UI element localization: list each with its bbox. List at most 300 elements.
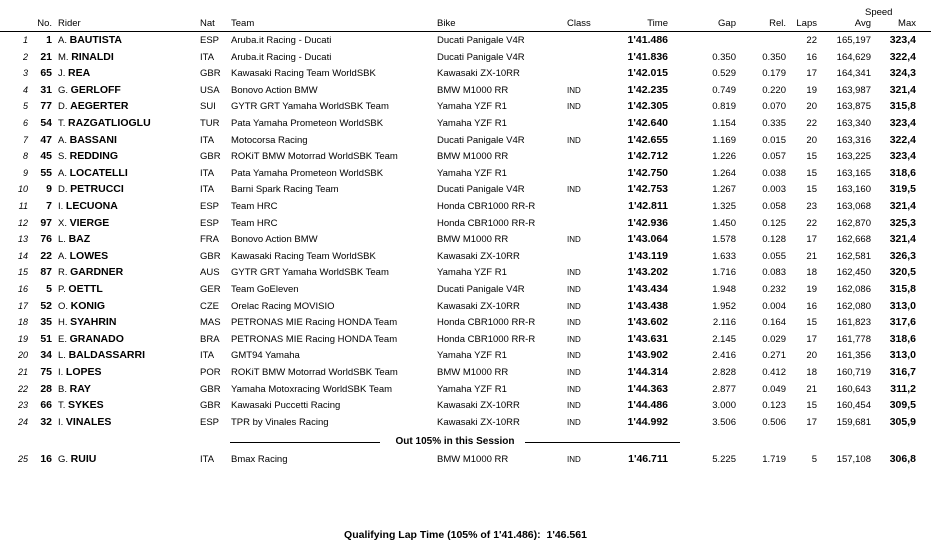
- position: 16: [17, 284, 28, 294]
- rider-name: [58, 333, 124, 345]
- max-speed: 323,4: [889, 34, 916, 46]
- team-name: Yamaha Motoxracing WorldSBK Team: [231, 383, 393, 395]
- gap: 0.749: [712, 84, 736, 96]
- team-name: Kawasaki Racing Team WorldSBK: [231, 250, 376, 262]
- lap-time: 1'44.314: [627, 366, 668, 378]
- gap: 1.226: [712, 151, 736, 163]
- rider-number: 75: [40, 366, 52, 378]
- rider-name: [58, 283, 103, 295]
- nationality: BRA: [200, 333, 220, 345]
- lap-time: 1'42.235: [627, 83, 668, 96]
- rider-name: [58, 84, 121, 96]
- lap-time: 1'43.631: [627, 332, 668, 345]
- table-row: [0, 299, 931, 316]
- class: IND: [567, 455, 581, 464]
- gap: 2.828: [712, 367, 736, 378]
- avg-speed: 160,719: [836, 367, 871, 378]
- relative-gap: 0.055: [762, 250, 786, 262]
- max-speed: 320,5: [889, 266, 916, 279]
- nationality: ITA: [200, 51, 215, 63]
- lap-time: 1'43.434: [627, 283, 668, 295]
- bike-model: BMW M1000 RR: [437, 84, 509, 96]
- rider-initial: A.: [58, 250, 67, 262]
- rider-number: 35: [40, 316, 52, 329]
- rider-surname: SYAHRIN: [70, 316, 117, 329]
- relative-gap: 0.412: [762, 367, 786, 378]
- lap-time: 1'43.602: [627, 316, 668, 329]
- rider-name: [58, 51, 114, 63]
- table-row: [0, 232, 931, 249]
- nationality: FRA: [200, 234, 219, 246]
- avg-speed: 161,823: [836, 317, 871, 329]
- relative-gap: 0.164: [762, 317, 786, 329]
- team-name: Bonovo Action BMW: [231, 84, 318, 96]
- rider-name: [58, 100, 128, 112]
- header-avg: Avg: [854, 18, 871, 29]
- rider-number: 31: [40, 83, 52, 96]
- team-name: ROKiT BMW Motorrad WorldSBK Team: [231, 367, 398, 378]
- bike-model: BMW M1000 RR: [437, 151, 509, 163]
- header-max: Max: [898, 18, 916, 29]
- relative-gap: 1.719: [762, 454, 786, 465]
- table-row: [0, 50, 931, 67]
- team-name: Motocorsa Racing: [231, 134, 308, 146]
- position: 15: [17, 267, 28, 278]
- nationality: GBR: [200, 151, 221, 163]
- gap: 0.350: [712, 51, 736, 63]
- class: IND: [567, 301, 581, 311]
- lap-time: 1'42.655: [627, 133, 668, 146]
- rider-initial: A.: [58, 167, 67, 179]
- rider-number: 7: [46, 200, 52, 212]
- max-speed: 324,3: [889, 67, 916, 80]
- avg-speed: 162,668: [836, 234, 871, 246]
- rider-number: 16: [40, 453, 52, 465]
- rider-surname: LECUONA: [65, 200, 118, 212]
- class: IND: [567, 384, 581, 394]
- bike-model: Yamaha YZF R1: [437, 383, 507, 395]
- rider-name: [58, 67, 90, 79]
- laps: 22: [806, 217, 817, 229]
- max-speed: 321,4: [889, 233, 916, 246]
- team-name: ROKiT BMW Motorrad WorldSBK Team: [231, 151, 398, 163]
- rider-initial: I.: [58, 367, 64, 378]
- rider-name: [58, 34, 122, 46]
- avg-speed: 160,643: [836, 383, 871, 395]
- relative-gap: 0.029: [762, 333, 786, 345]
- rider-initial: I.: [58, 201, 64, 212]
- laps: 17: [806, 68, 817, 80]
- team-name: Barni Spark Racing Team: [231, 184, 339, 196]
- team-name: Bonovo Action BMW: [231, 234, 318, 246]
- bike-model: BMW M1000 RR: [437, 367, 509, 378]
- rider-name: [58, 250, 108, 262]
- team-name: Orelac Racing MOVISIO: [231, 300, 335, 312]
- table-row: [0, 332, 931, 349]
- relative-gap: 0.070: [762, 101, 786, 113]
- bike-model: Honda CBR1000 RR-R: [437, 217, 536, 229]
- gap: 2.145: [712, 333, 736, 345]
- rider-number: 77: [40, 100, 52, 113]
- avg-speed: 163,225: [836, 151, 871, 163]
- position: 9: [22, 167, 28, 178]
- avg-speed: 163,987: [836, 84, 871, 96]
- avg-speed: 164,629: [836, 51, 871, 63]
- rider-initial: L.: [58, 234, 66, 246]
- class: IND: [567, 334, 581, 344]
- rider-initial: H.: [58, 317, 68, 329]
- position: 22: [17, 383, 28, 394]
- rider-surname: VIERGE: [69, 216, 110, 229]
- rider-name: [58, 383, 91, 395]
- lap-time: 1'42.305: [627, 100, 668, 113]
- header-nat: Nat: [200, 18, 215, 29]
- laps: 21: [806, 383, 817, 395]
- table-header: [0, 17, 931, 32]
- header-rel: Rel.: [769, 18, 786, 29]
- team-name: Pata Yamaha Prometeon WorldSBK: [231, 118, 384, 129]
- relative-gap: 0.015: [762, 134, 786, 146]
- team-name: Team HRC: [231, 217, 278, 229]
- rider-number: 52: [40, 299, 52, 312]
- rider-initial: G.: [58, 454, 69, 465]
- rider-number: 28: [40, 382, 52, 395]
- table-row: [0, 116, 931, 133]
- lap-time: 1'43.119: [628, 249, 668, 262]
- lap-time: 1'42.811: [628, 200, 668, 212]
- bike-model: Yamaha YZF R1: [437, 167, 507, 179]
- lap-time: 1'44.363: [627, 382, 668, 395]
- rider-name: [58, 117, 151, 129]
- laps: 17: [806, 416, 817, 428]
- class: IND: [567, 401, 581, 411]
- rider-number: 76: [40, 233, 52, 246]
- position: 8: [22, 151, 28, 162]
- table-row: [0, 249, 931, 266]
- relative-gap: 0.350: [762, 51, 786, 63]
- avg-speed: 163,160: [836, 184, 871, 196]
- max-speed: 315,8: [889, 100, 916, 113]
- nationality: CZE: [200, 300, 219, 312]
- relative-gap: 0.058: [762, 201, 786, 212]
- position: 2: [22, 51, 28, 62]
- position: 24: [17, 416, 28, 427]
- rider-name: [58, 183, 124, 195]
- bike-model: Ducati Panigale V4R: [437, 35, 525, 46]
- rider-surname: BAUTISTA: [69, 34, 122, 46]
- rider-surname: GRANADO: [69, 332, 124, 345]
- bike-model: BMW M1000 RR: [437, 454, 509, 465]
- table-row: [0, 99, 931, 116]
- max-speed: 313,0: [889, 349, 916, 362]
- laps: 18: [806, 267, 817, 279]
- gap: 5.225: [712, 454, 736, 465]
- rider-name: [58, 150, 118, 162]
- nationality: ESP: [200, 35, 220, 46]
- rider-name: [58, 233, 90, 245]
- gap: 2.877: [712, 383, 736, 395]
- laps: 22: [806, 35, 817, 46]
- class: IND: [567, 285, 581, 294]
- team-name: GYTR GRT Yamaha WorldSBK Team: [231, 101, 389, 113]
- rider-name: [58, 453, 96, 465]
- position: 21: [17, 367, 28, 377]
- team-name: PETRONAS MIE Racing HONDA Team: [231, 317, 398, 329]
- gap: 1.716: [712, 267, 736, 279]
- rider-surname: LOCATELLI: [69, 166, 128, 179]
- laps: 22: [806, 118, 817, 129]
- laps: 17: [806, 234, 817, 246]
- relative-gap: 0.128: [762, 234, 786, 246]
- team-name: Aruba.it Racing - Ducati: [231, 35, 332, 46]
- position: 3: [22, 68, 28, 79]
- lap-time: 1'42.750: [627, 166, 668, 179]
- nationality: POR: [200, 367, 221, 378]
- position: 10: [17, 184, 28, 195]
- position: 6: [22, 118, 28, 128]
- avg-speed: 162,450: [836, 267, 871, 279]
- rider-number: 32: [40, 415, 52, 428]
- max-speed: 305,9: [889, 415, 916, 428]
- avg-speed: 163,165: [836, 167, 871, 179]
- max-speed: 323,4: [889, 117, 916, 129]
- max-speed: 319,5: [889, 183, 916, 196]
- avg-speed: 160,454: [836, 400, 871, 412]
- laps: 15: [806, 400, 817, 412]
- rider-surname: RAZGATLIOGLU: [68, 117, 151, 129]
- bike-model: BMW M1000 RR: [437, 234, 509, 246]
- rider-initial: D.: [58, 101, 68, 113]
- relative-gap: 0.038: [762, 167, 786, 179]
- gap: 1.450: [712, 217, 736, 229]
- gap: 1.578: [712, 234, 736, 246]
- laps: 19: [806, 284, 817, 295]
- table-row: [0, 133, 931, 150]
- table-row: [0, 166, 931, 183]
- rider-initial: M.: [58, 51, 69, 63]
- separator-line-right: [525, 442, 680, 443]
- position: 20: [17, 350, 28, 361]
- nationality: GBR: [200, 400, 221, 412]
- bike-model: Kawasaki ZX-10RR: [437, 400, 520, 412]
- rider-initial: D.: [58, 184, 68, 196]
- class: IND: [567, 351, 581, 361]
- laps: 20: [806, 101, 817, 113]
- class: IND: [567, 268, 581, 278]
- team-name: Bmax Racing: [231, 454, 288, 465]
- class: IND: [567, 318, 581, 328]
- bike-model: Ducati Panigale V4R: [437, 184, 525, 196]
- rider-surname: OETTL: [68, 283, 103, 295]
- rider-surname: VINALES: [65, 415, 112, 428]
- relative-gap: 0.057: [762, 151, 786, 163]
- bike-model: Kawasaki ZX-10RR: [437, 68, 520, 80]
- table-row: [0, 382, 931, 399]
- lap-time: 1'43.438: [627, 299, 668, 312]
- nationality: TUR: [200, 118, 220, 129]
- position: 19: [17, 333, 28, 344]
- relative-gap: 0.220: [762, 84, 786, 96]
- nationality: ESP: [200, 416, 220, 428]
- lap-time: 1'41.486: [627, 34, 668, 46]
- rider-surname: BALDASSARRI: [68, 349, 145, 362]
- gap: 1.154: [712, 118, 736, 129]
- max-speed: 313,0: [889, 299, 916, 312]
- rider-initial: T.: [58, 118, 66, 129]
- header-team: Team: [231, 18, 255, 29]
- lap-time: 1'43.064: [627, 233, 668, 246]
- gap: 2.416: [712, 350, 736, 362]
- table-row: [0, 182, 931, 199]
- rider-name: [58, 266, 123, 278]
- laps: 20: [806, 350, 817, 362]
- nationality: ESP: [200, 217, 220, 229]
- table-row: [0, 365, 931, 382]
- rider-initial: A.: [58, 35, 67, 46]
- rider-number: 65: [40, 67, 52, 80]
- bike-model: Honda CBR1000 RR-R: [437, 333, 536, 345]
- header-rider: Rider: [58, 18, 81, 29]
- nationality: AUS: [200, 267, 220, 279]
- relative-gap: 0.125: [762, 217, 786, 229]
- bike-model: Kawasaki ZX-10RR: [437, 416, 520, 428]
- qualifying-lap-time-value: 1'46.561: [546, 529, 587, 541]
- gap: 1.952: [712, 300, 736, 312]
- qualifying-lap-time: [0, 529, 931, 541]
- rider-initial: O.: [58, 300, 69, 312]
- rider-number: 45: [40, 150, 52, 163]
- table-row: [0, 199, 931, 216]
- position: 4: [22, 84, 28, 95]
- nationality: ESP: [200, 201, 220, 212]
- rider-initial: T.: [58, 400, 66, 412]
- rider-number: 87: [40, 266, 52, 279]
- position: 1: [22, 35, 28, 45]
- table-row: [0, 216, 931, 233]
- max-speed: 311,2: [890, 382, 916, 395]
- rider-surname: LOWES: [69, 249, 109, 262]
- rider-number: 9: [46, 183, 52, 196]
- position: 12: [17, 217, 28, 228]
- gap: 0.529: [712, 68, 736, 80]
- gap: 1.325: [712, 201, 736, 212]
- max-speed: 306,8: [889, 453, 916, 465]
- team-name: PETRONAS MIE Racing HONDA Team: [231, 333, 398, 345]
- avg-speed: 163,316: [836, 134, 871, 146]
- lap-time: 1'42.015: [627, 67, 668, 80]
- team-name: Aruba.it Racing - Ducati: [231, 51, 332, 63]
- gap: 1.169: [712, 134, 736, 146]
- relative-gap: 0.271: [762, 350, 786, 362]
- rider-name: [58, 366, 102, 378]
- bike-model: Ducati Panigale V4R: [437, 134, 525, 146]
- team-name: TPR by Vinales Racing: [231, 416, 329, 428]
- nationality: GER: [200, 284, 221, 295]
- rider-initial: X.: [58, 217, 67, 229]
- relative-gap: 0.003: [762, 184, 786, 196]
- rider-surname: RINALDI: [71, 50, 114, 63]
- nationality: GBR: [200, 250, 221, 262]
- out-105-label: Out 105% in this Session: [395, 436, 515, 447]
- class: IND: [567, 185, 581, 195]
- rider-surname: REDDING: [69, 150, 119, 163]
- max-speed: 322,4: [889, 50, 916, 63]
- nationality: ITA: [200, 454, 215, 465]
- gap: 1.633: [712, 250, 736, 262]
- max-speed: 309,5: [889, 399, 916, 412]
- avg-speed: 163,340: [836, 118, 871, 129]
- avg-speed: 162,080: [836, 300, 871, 312]
- position: 25: [17, 454, 28, 464]
- bike-model: Honda CBR1000 RR-R: [437, 201, 536, 212]
- qualifying-lap-time-label: Qualifying Lap Time (105% of 1'41.486):: [344, 529, 541, 541]
- avg-speed: 163,068: [836, 201, 871, 212]
- bike-model: Ducati Panigale V4R: [437, 51, 525, 63]
- gap: 0.819: [712, 101, 736, 113]
- table-row: [0, 315, 931, 332]
- rider-number: 34: [40, 349, 52, 362]
- position: 17: [17, 300, 28, 311]
- speed-group-header: Speed: [865, 7, 893, 18]
- position: 7: [22, 134, 28, 145]
- rider-initial: G.: [58, 84, 69, 96]
- rider-initial: B.: [58, 383, 67, 395]
- rider-number: 5: [46, 283, 52, 295]
- lap-time: 1'46.711: [628, 453, 668, 465]
- rider-surname: KONIG: [70, 299, 106, 312]
- rider-surname: PETRUCCI: [70, 183, 124, 196]
- rider-initial: S.: [58, 151, 67, 163]
- gap: 1.264: [712, 167, 736, 179]
- nationality: ITA: [200, 134, 215, 146]
- gap: 2.116: [712, 317, 736, 329]
- rider-number: 22: [40, 249, 52, 262]
- rider-name: [58, 416, 111, 428]
- rider-initial: E.: [58, 333, 67, 345]
- lap-time: 1'42.712: [627, 150, 668, 163]
- table-row: [0, 398, 931, 415]
- rider-initial: P.: [58, 284, 66, 295]
- nationality: GBR: [200, 383, 221, 395]
- team-name: Kawasaki Racing Team WorldSBK: [231, 68, 376, 80]
- laps: 19: [806, 84, 817, 96]
- position: 13: [17, 234, 28, 245]
- rider-surname: LOPES: [65, 366, 102, 378]
- avg-speed: 162,870: [836, 217, 871, 229]
- nationality: ITA: [200, 350, 215, 362]
- bike-model: Honda CBR1000 RR-R: [437, 317, 536, 329]
- rider-number: 47: [40, 133, 52, 146]
- position: 5: [22, 101, 28, 112]
- nationality: ITA: [200, 184, 215, 196]
- lap-time: 1'44.992: [627, 415, 668, 428]
- lap-time: 1'44.486: [627, 399, 668, 412]
- rider-surname: RUIU: [70, 453, 97, 465]
- relative-gap: 0.083: [762, 267, 786, 279]
- max-speed: 321,4: [889, 200, 916, 212]
- nationality: GBR: [200, 68, 221, 80]
- nationality: USA: [200, 84, 220, 96]
- table-row: [0, 282, 931, 299]
- rider-name: [58, 167, 128, 179]
- relative-gap: 0.004: [762, 300, 786, 312]
- team-name: GMT94 Yamaha: [231, 350, 300, 362]
- relative-gap: 0.232: [762, 284, 786, 295]
- nationality: MAS: [200, 317, 221, 329]
- gap: 1.267: [712, 184, 736, 196]
- rider-surname: AEGERTER: [70, 100, 129, 113]
- lap-time: 1'43.202: [627, 266, 668, 279]
